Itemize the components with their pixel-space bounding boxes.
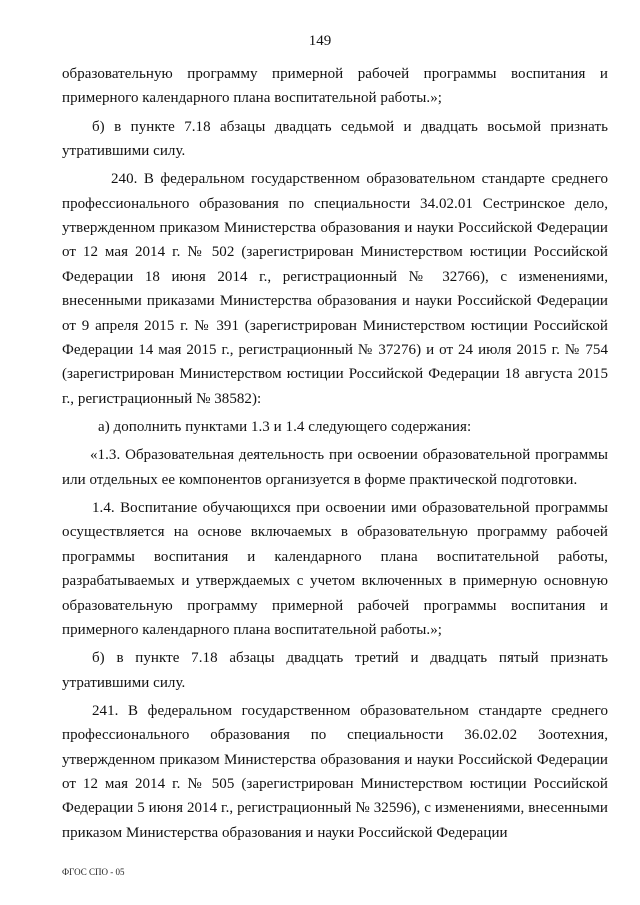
paragraph-item-b-7-18: б) в пункте 7.18 абзацы двадцать седьмой и двадцать восьмой признать утратившими силу. — [62, 118, 608, 160]
paragraph-1-4: 1.4. Воспитание обучающихся при освоении ими образовательной программы осуществляется на основе включаемых в образовательную программу рабочей программы воспитания и календарного плана воспитательной работы, разрабатываемых и утверждаемых с учетом включенных в примерную основную образовательную программу примерной рабочей программы воспитания и примерного календарного плана воспитательной работы.»; — [62, 499, 608, 638]
paragraph-item-b-second: б) в пункте 7.18 абзацы двадцать третий и двадцать пятый признать утратившими силу. — [62, 650, 608, 691]
paragraph-continuation: образовательную программу примерной рабочей программы воспитания и примерного календарного плана воспитательной работы.»; — [62, 66, 608, 107]
footer-code: ФГОС СПО - 05 — [62, 867, 125, 877]
paragraph-241: 241. В федеральном государственном образовательном стандарте среднего профессионального образования по специальности 36.02.02 Зоотехния, утвержденном приказом Министерства образования и науки Российской Федерации от 12 мая 2014 г. № 505 (зарегистрирован Министерством юстиции Российской Федерации 5 июня 2014 г., регистрационный № 32596), с изменениями, внесенными приказом Министерства образования и науки Российской Федерации — [62, 702, 608, 841]
document-body — [62, 62, 608, 849]
paragraph-item-a: а) дополнить пунктами 1.3 и 1.4 следующего содержания: — [98, 419, 472, 436]
paragraph-240: 240. В федеральном государственном образовательном стандарте среднего профессионального образования по специальности 34.02.01 Сестринское дело, утвержденном приказом Министерства образования и науки Российской Федерации от 12 мая 2014 г. № 502 (зарегистрирован Министерством юстиции Российской Федерации 18 июня 2014 г., регистрационный № 32766), с изменениями, внесенными приказами Министерства образования и науки Российской Федерации от 9 апреля 2015 г. № 391 (зарегистрирован Министерством юстиции Российской Федерации 14 мая 2015 г., регистрационный № 37276) и от 24 июля 2015 г. № 754 (зарегистрирован Министерством юстиции Российской Федерации 18 августа 2015 г., регистрационный № 38582): — [62, 171, 608, 407]
paragraph-1-3: «1.3. Образовательная деятельность при освоении образовательной программы или отдельных ее компонентов организуется в форме практической подготовки. — [62, 447, 608, 488]
page-number: 149 — [308, 33, 332, 49]
